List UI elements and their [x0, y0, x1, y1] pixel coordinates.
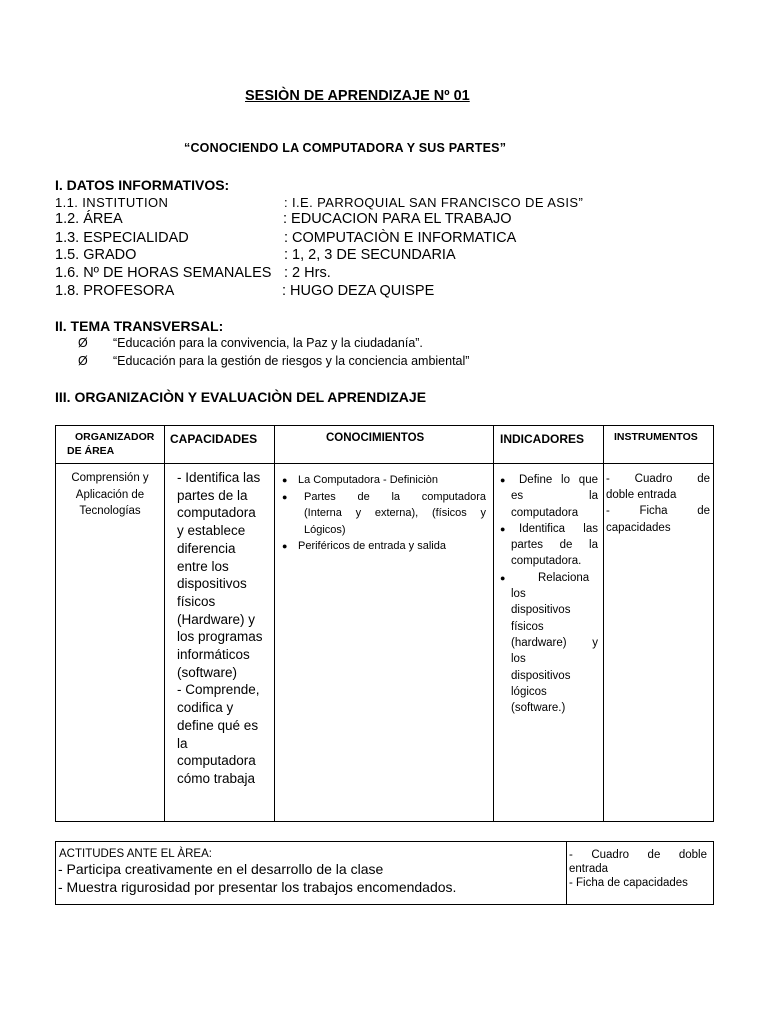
indicadores-line: es la [511, 490, 598, 503]
header-organizador-line1: ORGANIZADOR [75, 431, 155, 443]
header-conocimientos: CONOCIMIENTOS [326, 432, 425, 444]
capacidades-line: informáticos [177, 647, 250, 663]
bullet-dot-icon: ● [282, 491, 288, 502]
bullet-dot-icon: ● [500, 572, 506, 583]
indicadores-cell [500, 472, 598, 716]
datos-label: 1.5. GRADO [55, 247, 137, 263]
indicadores-line: Relaciona [538, 571, 590, 584]
actitudes-instrumentos [569, 848, 707, 890]
table-divider [603, 425, 604, 822]
organizador-line: Tecnologías [79, 505, 141, 517]
conocimientos-item [282, 489, 488, 506]
capacidades-line: - Identifica las [177, 470, 261, 485]
indicadores-line: dispositivos [511, 669, 571, 682]
actitudes-item: - Muestra rigurosidad por presentar los trabajos encomendados. [58, 879, 457, 895]
bullet-dot-icon: ● [282, 475, 288, 485]
datos-label: 1.2. ÁREA [55, 211, 123, 227]
tema-bullet-icon: Ø [78, 354, 88, 368]
capacidades-line: (software) [177, 664, 238, 680]
instrumentos-line: - Cuadro de [606, 473, 710, 485]
capacidades-line: codifica y [177, 700, 234, 716]
capacidades-cell [177, 469, 267, 788]
tema-item: “Educación para la gestión de riesgos y la conciencia ambiental” [113, 354, 470, 368]
actitudes-instrumentos-line: - Ficha de capacidades [569, 877, 688, 889]
bullet-dot-icon: ● [500, 475, 506, 485]
actitudes-instrumentos-line: entrada [569, 863, 609, 875]
datos-value: : 2 Hrs. [284, 265, 331, 281]
header-capacidades: CAPACIDADES [170, 432, 258, 446]
page-title: SESIÒN DE APRENDIZAJE Nº 01 [245, 88, 470, 104]
conocimientos-cell [282, 472, 488, 555]
indicadores-line: (hardware) y [511, 636, 598, 649]
bullet-dot-icon: ● [282, 541, 288, 551]
header-instrumentos: INSTRUMENTOS [614, 431, 698, 443]
instrumentos-line: - Ficha de [606, 505, 710, 518]
table-divider [55, 463, 714, 464]
capacidades-line: los programas [177, 629, 263, 645]
section-organizacion-heading: III. ORGANIZACIÒN Y EVALUACIÒN DEL APRENDIZAJE [55, 389, 427, 405]
datos-value: : HUGO DEZA QUISPE [282, 283, 435, 299]
header-organizador-line2: DE ÁREA [67, 445, 115, 457]
capacidades-line: la [177, 735, 188, 751]
conocimientos-line: Periféricos de entrada y salida [298, 540, 446, 552]
conocimientos-item [282, 538, 488, 555]
indicadores-line: lógicos [511, 685, 547, 698]
datos-value: : EDUCACION PARA EL TRABAJO [283, 211, 512, 227]
capacidades-line: computadora [177, 505, 256, 521]
header-indicadores: INDICADORES [500, 432, 585, 446]
section-tema-heading: II. TEMA TRANSVERSAL: [55, 318, 224, 334]
indicadores-line: computadora [511, 506, 579, 519]
tema-item: “Educación para la convivencia, la Paz y la ciudadanía”. [113, 336, 423, 350]
indicadores-line: los [511, 588, 526, 601]
capacidades-line: cómo trabaja [177, 770, 256, 786]
capacidades-line: dispositivos [177, 576, 247, 592]
capacidades-line: define qué es [177, 717, 259, 733]
datos-label: 1.1. INSTITUTION [55, 195, 169, 210]
indicadores-line: (software.) [511, 702, 566, 715]
header-organizador [67, 430, 154, 458]
table-divider [164, 425, 165, 822]
datos-label: 1.8. PROFESORA [55, 283, 175, 299]
indicadores-line: partes de la [511, 539, 598, 552]
actitudes-instrumentos-line: - Cuadro de doble [569, 849, 707, 861]
actitudes-item: - Participa creativamente en el desarrollo de la clase [58, 861, 384, 877]
actitudes-heading: ACTITUDES ANTE EL ÀREA: [59, 848, 212, 860]
capacidades-line: - Comprende, [177, 682, 260, 698]
organizador-cell [58, 470, 162, 520]
capacidades-line: diferencia [177, 540, 236, 556]
capacidades-line: y establece [177, 523, 246, 539]
datos-value: : I.E. PARROQUIAL SAN FRANCISCO DE ASIS” [284, 195, 584, 210]
conocimientos-line: (Interna y externa), (físicos y [304, 507, 486, 519]
datos-value: : 1, 2, 3 DE SECUNDARIA [284, 247, 456, 263]
table-divider [274, 425, 275, 822]
datos-value: : COMPUTACIÒN E INFORMATICA [284, 230, 517, 246]
datos-label: 1.6. Nº DE HORAS SEMANALES [55, 265, 272, 281]
conocimientos-line: Partes de la computadora [304, 490, 486, 503]
datos-label: 1.3. ESPECIALIDAD [55, 230, 189, 246]
instrumentos-line: capacidades [606, 521, 671, 534]
table-divider [493, 425, 494, 822]
instrumentos-line: doble entrada [606, 489, 677, 502]
page-subtitle: “CONOCIENDO LA COMPUTADORA Y SUS PARTES” [184, 141, 507, 155]
capacidades-line: partes de la [177, 487, 248, 503]
indicadores-line: computadora. [511, 555, 582, 568]
conocimientos-item [282, 472, 488, 489]
indicadores-line: físicos [511, 620, 544, 633]
conocimientos-line: Lógicos) [304, 523, 346, 536]
indicadores-line: Identifica las [519, 522, 598, 535]
bullet-dot-icon: ● [500, 523, 506, 534]
capacidades-line: computadora [177, 753, 256, 769]
capacidades-line: físicos [177, 593, 216, 609]
capacidades-line: entre los [177, 558, 229, 574]
organizador-line: Aplicación de [75, 488, 145, 501]
conocimientos-line: La Computadora - Definiciòn [298, 474, 439, 486]
section-datos-heading: I. DATOS INFORMATIVOS: [55, 177, 230, 193]
indicadores-line: Define lo que [519, 474, 598, 486]
organizador-line: Comprensión y [71, 472, 149, 484]
capacidades-line: (Hardware) y [177, 611, 256, 627]
indicadores-line: los [511, 653, 526, 666]
instrumentos-cell [606, 471, 710, 536]
table-divider [566, 841, 567, 905]
indicadores-line: dispositivos [511, 604, 571, 617]
tema-bullet-icon: Ø [78, 336, 88, 350]
